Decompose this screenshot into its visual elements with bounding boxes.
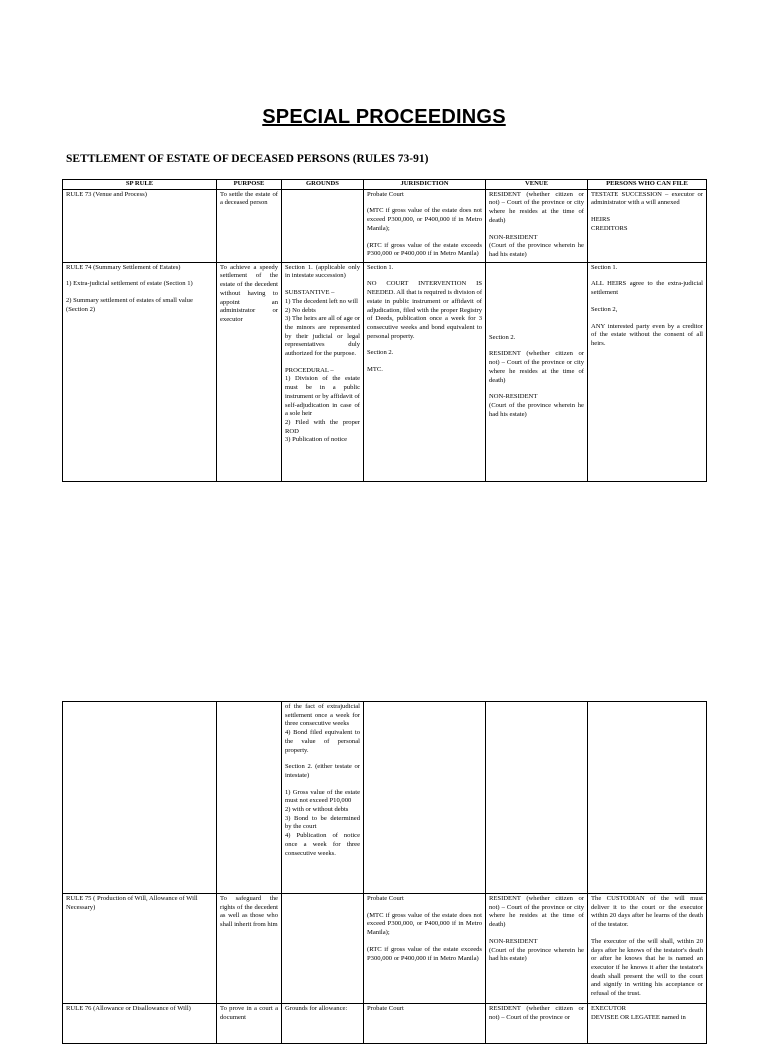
table-row-rule-73 [63, 189, 707, 262]
cell-rule: RULE 75 ( Production of Will, Allowance of Will Necessary) [63, 894, 217, 1004]
table-row-rule-75 [63, 894, 707, 1004]
cell-jurisdiction [364, 702, 486, 894]
cell-purpose: To settle the estate of a deceased person [217, 189, 282, 262]
cell-jurisdiction: Probate Court (MTC if gross value of the estate does not exceed P300,000, or P400,000 if in Metro Manila); (RTC if gross value of the estate exceeds P300,000 or P400,000 if in Metro Manila) [364, 189, 486, 262]
cell-purpose: To safeguard the rights of the decedent as well as those who shall inherit from him [217, 894, 282, 1004]
cell-rule: RULE 76 (Allowance or Disallowance of Will) [63, 1004, 217, 1044]
cell-purpose [217, 702, 282, 894]
cell-jurisdiction: Section 1. NO COURT INTERVENTION IS NEEDED. All that is required is division of estate in public instrument or affidavit of adjudication, filed with the proper Registry of Deeds, publication once a week for 3 consecutive weeks and bond equivalent to personal property. Section 2. MTC. [364, 262, 486, 481]
cell-jurisdiction: Probate Court [364, 1004, 486, 1044]
header-purpose: PURPOSE [217, 180, 282, 190]
section-subtitle: SETTLEMENT OF ESTATE OF DECEASED PERSONS (RULES 73-91) [66, 153, 429, 165]
cell-venue: Section 2. RESIDENT (whether citizen or not) – Court of the province or city where he resides at the time of death) NON-RESIDENT (Court of the province wherein he had his estate) [486, 262, 588, 481]
cell-grounds: Grounds for allowance: [282, 1004, 364, 1044]
cell-persons: Section 1. ALL HEIRS agree to the extra-judicial settlement Section 2, ANY interested party even by a creditor of the estate without the consent of all heirs. [588, 262, 707, 481]
rules-table-page-2 [62, 701, 707, 1044]
cell-rule: RULE 73 (Venue and Process) [63, 189, 217, 262]
header-sp-rule: SP RULE [63, 180, 217, 190]
cell-rule: RULE 74 (Summary Settlement of Estates) 1) Extra-judicial settlement of estate (Section 1) 2) Summary settlement of estates of small value (Section 2) [63, 262, 217, 481]
rules-table-page-1 [62, 179, 707, 482]
table-header-row [63, 180, 707, 190]
cell-persons: EXECUTOR DEVISEE OR LEGATEE named in [588, 1004, 707, 1044]
cell-venue [486, 702, 588, 894]
table-row-rule-74 [63, 262, 707, 481]
header-venue: VENUE [486, 180, 588, 190]
page-title: SPECIAL PROCEEDINGS [262, 106, 506, 128]
cell-persons: The CUSTODIAN of the will must deliver it to the court or the executor within 20 days after he learns of the death of the testator. The executor of the will shall, within 20 days after he knows of the testator's death or after he knows that he is named an executor if he knows it after the testator's death shall present the will to the court and signify in writing his acceptance or refusal of the trust. [588, 894, 707, 1004]
cell-jurisdiction: Probate Court (MTC if gross value of the estate does not exceed P300,000, or P400,000 if in Metro Manila); (RTC if gross value of the estate exceeds P300,000 or P400,000 if in Metro Manila) [364, 894, 486, 1004]
cell-grounds [282, 189, 364, 262]
cell-persons [588, 702, 707, 894]
header-persons: PERSONS WHO CAN FILE [588, 180, 707, 190]
cell-grounds: of the fact of extrajudicial settlement once a week for three consecutive weeks 4) Bond filed equivalent to the value of personal property. Section 2. (either testate or intestate) 1) Gross value of the estate must not exceed P10,000 2) with or without debts 3) Bond to be determined by the court 4) Publication of notice once a week for three consecutive weeks. [282, 702, 364, 894]
cell-grounds [282, 894, 364, 1004]
cell-purpose: To achieve a speedy settlement of the estate of the decedent without having to appoint an administrator or executor [217, 262, 282, 481]
cell-persons: TESTATE SUCCESSION – executor or administrator with a will annexed HEIRS CREDITORS [588, 189, 707, 262]
cell-grounds: Section 1. (applicable only in intestate succession) SUBSTANTIVE – 1) The decedent left no will 2) No debts 3) The heirs are all of age or the minors are represented by their judicial or legal representatives duly authorized for the purpose. PROCEDURAL – 1) Division of the estate must be in a public instrument or by affidavit of self-adjudication in case of a sole heir 2) Filed with the proper ROD 3) Publication of notice [282, 262, 364, 481]
cell-venue: RESIDENT (whether citizen or not) – Court of the province or [486, 1004, 588, 1044]
header-jurisdiction: JURISDICTION [364, 180, 486, 190]
cell-venue: RESIDENT (whether citizen or not) – Court of the province or city where he resides at the time of death) NON-RESIDENT (Court of the province wherein he had his estate) [486, 189, 588, 262]
cell-venue: RESIDENT (whether citizen or not) – Court of the province or city where he resides at the time of death) NON-RESIDENT (Court of the province wherein he had his estate) [486, 894, 588, 1004]
header-grounds: GROUNDS [282, 180, 364, 190]
cell-purpose: To prove in a court a document [217, 1004, 282, 1044]
table-row-rule-74-continued [63, 702, 707, 894]
cell-rule [63, 702, 217, 894]
